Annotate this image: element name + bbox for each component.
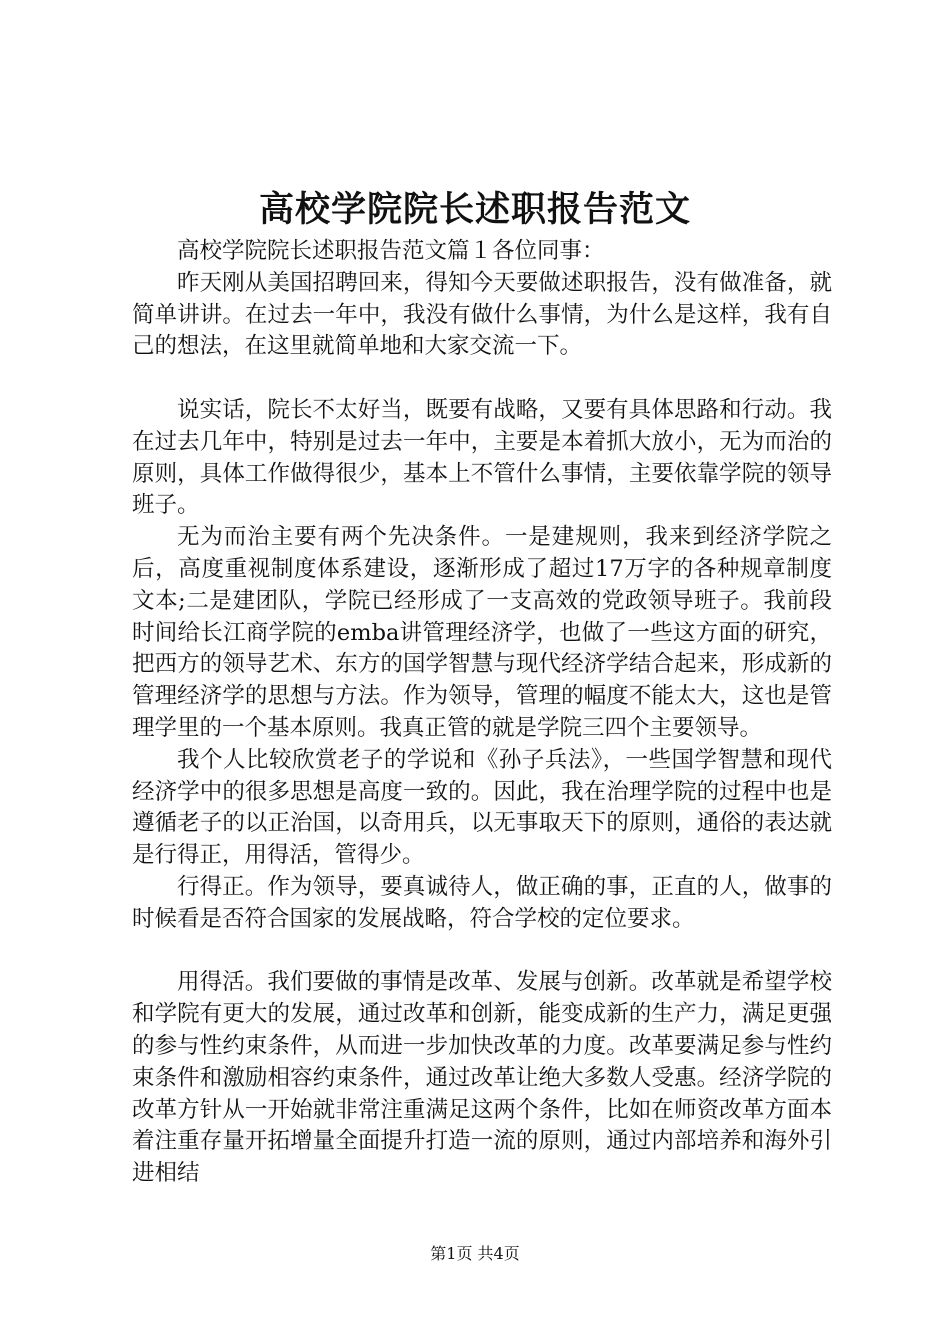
paragraph-intro: 昨天刚从美国招聘回来，得知今天要做述职报告，没有做准备，就简单讲讲。在过去一年中，我没有做什么事情，为什么是这样，我有自己的想法，在这里就简单地和大家交流一下。 — [132, 269, 832, 360]
paragraph-use-flexibly: 用得活。我们要做的事情是改革、发展与创新。改革就是希望学校和学院有更大的发展，通过改革和创新，能变成新的生产力，满足更强的参与性约束条件，从而进一步加快改革的力度。改革要满足参与性约束条件和激励相容约束条件，通过改革让绝大多数人受惠。经济学院的改革方针从一开始就非常注重满足这两个条件，比如在师资改革方面本着注重存量开拓增量全面提升打造一流的原则，通过内部培养和海外引进相结 — [132, 969, 832, 1187]
document-title: 高校学院院长述职报告范文 — [258, 189, 691, 230]
paragraph-laozi: 我个人比较欣赏老子的学说和《孙子兵法》，一些国学智慧和现代经济学中的很多思想是高度一致的。因此，我在治理学院的过程中也是遵循老子的以正治国，以奇用兵，以无事取天下的原则，通俗的表达就是行得正，用得活，管得少。 — [132, 746, 832, 869]
page-footer: 第1页 共4页 — [430, 1244, 520, 1263]
paragraph-act-right: 行得正。作为领导，要真诚待人，做正确的事，正直的人，做事的时候看是否符合国家的发展战略，符合学校的定位要求。 — [132, 873, 832, 932]
paragraph-preconditions: 无为而治主要有两个先决条件。一是建规则，我来到经济学院之后，高度重视制度体系建设，逐渐形成了超过17万字的各种规章制度文本;二是建团队，学院已经形成了一支高效的党政领导班子。我前段时间给长江商学院的emba讲管理经济学，也做了一些这方面的研究，把西方的领导艺术、东方的国学智慧与现代经济学结合起来，形成新的管理经济学的思想与方法。作为领导，管理的幅度不能太大，这也是管理学里的一个基本原则。我真正管的就是学院三四个主要领导。 — [132, 524, 832, 741]
paragraph-honestly: 说实话，院长不太好当，既要有战略，又要有具体思路和行动。我在过去几年中，特别是过去一年中，主要是本着抓大放小，无为而治的原则，具体工作做得很少，基本上不管什么事情，主要依靠学院的领导班子。 — [132, 396, 832, 519]
paragraph-greeting: 高校学院院长述职报告范文篇１各位同事： — [177, 238, 605, 264]
document-body — [132, 236, 832, 1190]
